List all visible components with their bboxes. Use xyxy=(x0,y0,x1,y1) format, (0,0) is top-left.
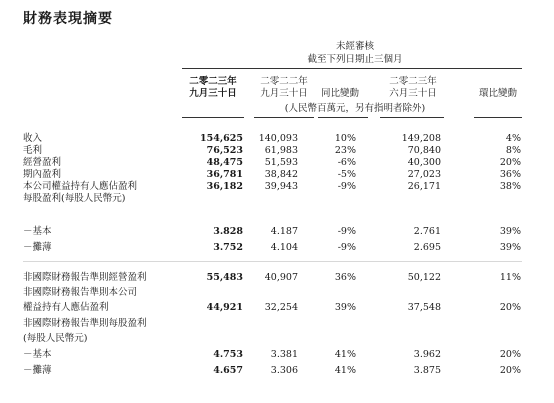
row-label: 非國際財務報告準則經營盈利 xyxy=(23,272,147,283)
cell-prior-year-quarter: 140,093 xyxy=(258,133,298,144)
table-row xyxy=(0,349,554,360)
cell-prior-year-quarter: 3.306 xyxy=(270,365,298,376)
table-row xyxy=(0,365,554,376)
table-row xyxy=(0,169,554,180)
table-row xyxy=(0,333,554,344)
col4-header-line2: 六月三十日 xyxy=(389,88,437,99)
row-label: －攤薄 xyxy=(23,365,52,376)
col1-header-line2: 九月三十日 xyxy=(189,88,237,99)
table-row xyxy=(0,226,554,237)
cell-yoy-change: -9% xyxy=(337,226,356,237)
cell-prior-quarter: 40,300 xyxy=(407,157,441,168)
cell-current-quarter: 4.753 xyxy=(213,349,243,360)
unaudited-header: 未經審核 xyxy=(335,41,374,52)
cell-prior-quarter: 50,122 xyxy=(407,272,441,283)
table-row xyxy=(0,145,554,156)
row-label: －攤薄 xyxy=(23,242,52,253)
cell-qoq-change: 20% xyxy=(499,349,521,360)
cell-qoq-change: 39% xyxy=(499,242,521,253)
cell-yoy-change: 39% xyxy=(334,302,356,313)
row-label: 非國際財務報告準則本公司 xyxy=(23,287,138,298)
cell-current-quarter: 76,523 xyxy=(206,145,243,156)
cell-prior-year-quarter: 3.381 xyxy=(270,349,298,360)
row-label: －基本 xyxy=(23,226,52,237)
cell-prior-quarter: 2.761 xyxy=(413,226,441,237)
header-rule xyxy=(182,68,522,69)
cell-qoq-change: 39% xyxy=(499,226,521,237)
cell-prior-year-quarter: 4.104 xyxy=(270,242,298,253)
cell-yoy-change: 41% xyxy=(334,349,356,360)
col5-rule xyxy=(474,117,522,118)
cell-current-quarter: 3.752 xyxy=(213,242,243,253)
col1-header-line1: 二零二三年 xyxy=(189,76,237,87)
table-row xyxy=(0,302,554,313)
row-label: 經營盈利 xyxy=(23,157,62,168)
page-title: 財務表現摘要 xyxy=(23,11,113,27)
table-row xyxy=(0,272,554,283)
cell-prior-year-quarter: 39,943 xyxy=(264,181,298,192)
cell-qoq-change: 11% xyxy=(499,272,521,283)
row-label: 權益持有人應佔盈利 xyxy=(23,302,109,313)
cell-prior-quarter: 3.875 xyxy=(413,365,441,376)
cell-prior-year-quarter: 32,254 xyxy=(264,302,298,313)
table-row xyxy=(0,193,554,204)
cell-qoq-change: 38% xyxy=(499,181,521,192)
col2-header-line1: 二零二二年 xyxy=(260,76,308,87)
row-label: 本公司權益持有人應佔盈利 xyxy=(23,181,138,192)
table-row xyxy=(0,157,554,168)
cell-current-quarter: 55,483 xyxy=(206,272,243,283)
col5-header: 環比變動 xyxy=(478,88,517,99)
cell-prior-quarter: 149,208 xyxy=(401,133,441,144)
cell-current-quarter: 4.657 xyxy=(213,365,243,376)
cell-prior-quarter: 27,023 xyxy=(407,169,441,180)
row-label: 每股盈利(每股人民幣元) xyxy=(23,193,126,204)
cell-current-quarter: 48,475 xyxy=(206,157,243,168)
cell-current-quarter: 36,182 xyxy=(206,181,243,192)
table-row xyxy=(0,133,554,144)
table-row xyxy=(0,287,554,298)
cell-yoy-change: 41% xyxy=(334,365,356,376)
row-label: 期內盈利 xyxy=(23,169,62,180)
cell-yoy-change: 23% xyxy=(334,145,356,156)
cell-qoq-change: 8% xyxy=(505,145,521,156)
row-label: (每股人民幣元) xyxy=(23,333,88,344)
unit-note: (人民幣百萬元，另有指明者除外) xyxy=(284,103,426,114)
cell-prior-year-quarter: 4.187 xyxy=(270,226,298,237)
table-row xyxy=(0,242,554,253)
col3-rule xyxy=(318,117,368,118)
cell-yoy-change: -6% xyxy=(337,157,356,168)
col4-rule xyxy=(380,117,444,118)
cell-yoy-change: -9% xyxy=(337,242,356,253)
cell-prior-quarter: 70,840 xyxy=(407,145,441,156)
cell-prior-year-quarter: 51,593 xyxy=(264,157,298,168)
cell-prior-quarter: 37,548 xyxy=(407,302,441,313)
cell-yoy-change: -5% xyxy=(337,169,356,180)
cell-current-quarter: 36,781 xyxy=(206,169,243,180)
cell-qoq-change: 20% xyxy=(499,302,521,313)
cell-prior-quarter: 2.695 xyxy=(413,242,441,253)
col3-header: 同比變動 xyxy=(320,88,359,99)
cell-yoy-change: -9% xyxy=(337,181,356,192)
col2-rule xyxy=(254,117,314,118)
cell-prior-quarter: 3.962 xyxy=(413,349,441,360)
row-label: 毛利 xyxy=(23,145,43,156)
cell-prior-year-quarter: 61,983 xyxy=(264,145,298,156)
row-label: 非國際財務報告準則每股盈利 xyxy=(23,318,147,329)
cell-yoy-change: 36% xyxy=(334,272,356,283)
cell-qoq-change: 36% xyxy=(499,169,521,180)
cell-prior-year-quarter: 38,842 xyxy=(264,169,298,180)
row-label: －基本 xyxy=(23,349,52,360)
cell-current-quarter: 3.828 xyxy=(213,226,243,237)
cell-qoq-change: 20% xyxy=(499,365,521,376)
period-header: 截至下列日期止三個月 xyxy=(307,54,403,65)
cell-prior-year-quarter: 40,907 xyxy=(264,272,298,283)
table-row xyxy=(0,318,554,329)
row-label: 收入 xyxy=(23,133,43,144)
col1-rule xyxy=(182,117,244,118)
table-row xyxy=(0,181,554,192)
cell-qoq-change: 20% xyxy=(499,157,521,168)
cell-qoq-change: 4% xyxy=(505,133,521,144)
col2-header-line2: 九月三十日 xyxy=(260,88,308,99)
cell-prior-quarter: 26,171 xyxy=(407,181,441,192)
cell-yoy-change: 10% xyxy=(334,133,356,144)
cell-current-quarter: 154,625 xyxy=(200,133,243,144)
col4-header-line1: 二零二三年 xyxy=(389,76,437,87)
cell-current-quarter: 44,921 xyxy=(206,302,243,313)
section-divider xyxy=(23,261,522,262)
